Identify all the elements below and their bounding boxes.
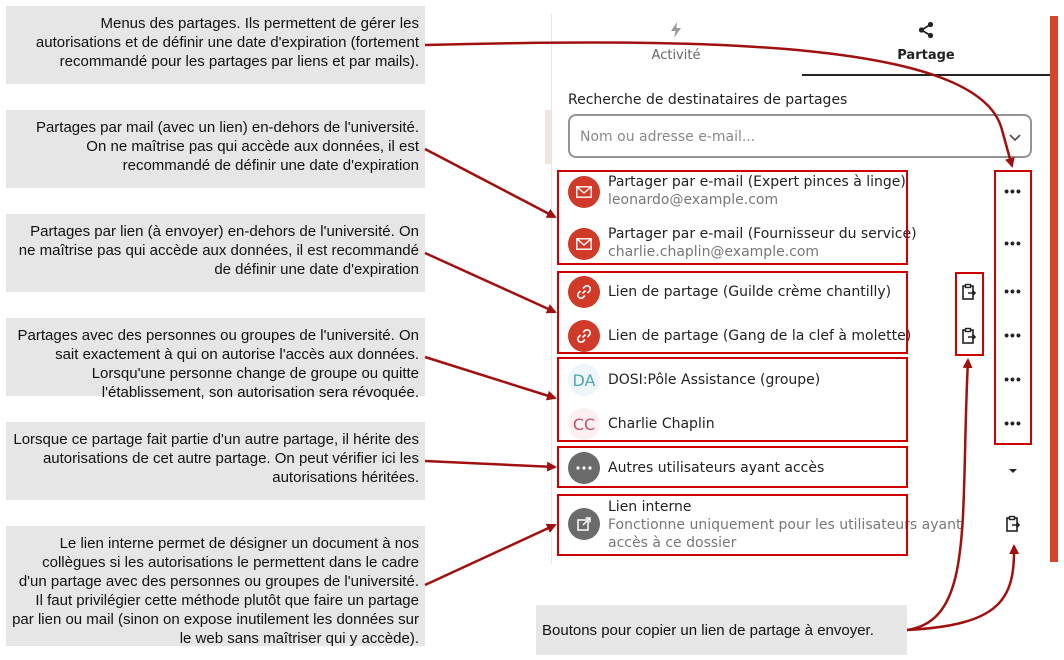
arrow-copy-right [907,546,1014,630]
share-mail-2-title: Partager par e-mail (Fournisseur du service) [608,226,917,242]
tab-sharing-label: Partage [897,48,955,63]
tab-activity-label: Activité [651,48,701,63]
share-menu-button[interactable]: ••• [1004,235,1022,251]
arrow-internal-link [425,525,555,585]
arrow-internal-share [425,357,555,398]
arrow-mail [425,149,555,217]
user-avatar-initials: CC [572,414,596,434]
share-mail-1-title: Partager par e-mail (Expert pinces à linge) [608,174,906,190]
note-internal-link-text: Le lien interne permet de désigner un document à nos collègues si les autorisations le permettent dans le cadre d'un partage avec des personnes ou groupes de l'université. Il faut privilégier cette méthode plutôt que faire un partage par lien ou mail (sinon on expose inutilement les données sur le web sans maîtriser qui y accède). [12,535,419,647]
arrow-link [425,253,555,312]
share-link-1-title: Lien de partage (Guilde crème chantilly) [608,284,892,300]
search-placeholder: Nom ou adresse e-mail... [580,129,756,145]
note-internal-share-text: Partages avec des personnes ou groupes de l'université. On sait exactement à qui on autorise l'accès aux données. Lorsqu'une personne change de groupe ou quitte l'établissement, son autorisation sera révoquée. [17,327,419,401]
share-mail-1-email: leonardo@example.com [608,192,779,208]
group-avatar-initials: DA [572,370,596,390]
note-mail-text: Partages par mail (avec un lien) en-dehors de l'université. On ne maîtrise pas qui accède aux données, il est recommandé de définir une date d'expiration [35,119,419,174]
share-menu-button[interactable]: ••• [1004,327,1022,343]
share-group-title: DOSI:Pôle Assistance (groupe) [608,372,821,388]
arrow-menus [425,43,1012,166]
internal-link-title: Lien interne [608,499,692,515]
share-menu-button[interactable]: ••• [1004,283,1022,299]
share-menu-button[interactable]: ••• [1004,183,1022,199]
note-copy-buttons-text: Boutons pour copier un lien de partage à envoyer. [542,622,874,639]
internal-link-sub-1: Fonctionne uniquement pour les utilisateurs ayant [608,517,962,533]
arrow-inherited [425,461,555,467]
share-user-title: Charlie Chaplin [608,416,715,432]
share-others-title: Autres utilisateurs ayant accès [608,460,825,476]
note-link-text: Partages par lien (à envoyer) en-dehors de l'université. On ne maîtrise pas qui accède aux données, il est recommandé de définir une date d'expiration [18,223,419,278]
share-menu-button[interactable]: ••• [1004,371,1022,387]
note-inherited-text: Lorsque ce partage fait partie d'un autre partage, il hérite des autorisations de cet autre partage. On peut vérifier ici les autorisations héritées. [13,431,419,486]
share-link-2-title: Lien de partage (Gang de la clef à molette) [608,328,912,344]
share-menu-button[interactable]: ••• [1004,415,1022,431]
internal-link-sub-2: accès à ce dossier [608,535,737,551]
arrow-copy-left [907,360,968,630]
share-mail-2-email: charlie.chaplin@example.com [608,244,820,260]
note-menus-text: Menus des partages. Ils permettent de gérer les autorisations et de définir une date d'expiration (fortement recommandé pour les partages par liens et par mails). [35,15,419,70]
search-label: Recherche de destinataires de partages [568,92,848,108]
